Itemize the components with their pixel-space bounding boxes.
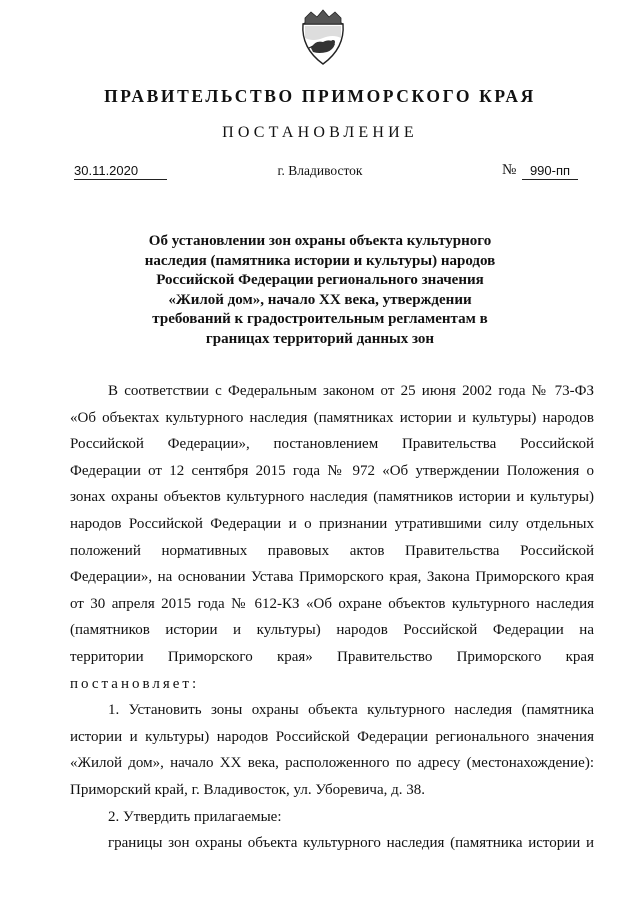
body-line: народов Российской Федерации и о признании утратившими силу отдельных	[70, 515, 594, 532]
number-sign: №	[502, 162, 517, 178]
body-line: (памятников истории и культуры) народов Российской Федерации на	[70, 622, 594, 639]
document-subject	[120, 232, 520, 350]
subject-line: Российской Федерации регионального значения	[156, 272, 484, 289]
document-city: г. Владивосток	[277, 163, 363, 178]
government-title: ПРАВИТЕЛЬСТВО ПРИМОРСКОГО КРАЯ	[104, 86, 536, 106]
body-line: истории и культуры) народов Российской Федерации регионального значения	[70, 728, 594, 745]
subject-line: границах территорий данных зон	[205, 330, 435, 347]
body-line: зонах охраны объектов культурного наследия (памятников истории и культуры)	[70, 489, 594, 506]
body-line: Федерации от 12 сентября 2015 года № 972 «Об утверждении Положения о	[70, 462, 594, 479]
document-body	[70, 378, 594, 857]
body-line-decree: постановляет:	[70, 675, 200, 692]
body-line: положений нормативных правовых актов Правительства Российской	[70, 542, 594, 559]
coat-of-arms-icon	[297, 8, 349, 68]
body-line: границы зон охраны объекта культурного наследия (памятника истории и	[108, 835, 594, 852]
body-line: Российской Федерации», постановлением Правительства Российской	[70, 436, 594, 453]
body-line: В соответствии с Федеральным законом от 25 июня 2002 года № 73-ФЗ	[108, 383, 594, 399]
document-date: 30.11.2020	[74, 163, 167, 180]
body-line: Приморский край, г. Владивосток, ул. Уборевича, д. 38.	[70, 781, 425, 798]
document-number: 990-пп	[522, 163, 578, 180]
subject-line: Об установлении зон охраны объекта культурного	[148, 233, 492, 249]
body-line: от 30 апреля 2015 года № 612-КЗ «Об охране объектов культурного наследия	[70, 595, 594, 612]
body-line: 1. Установить зоны охраны объекта культурного наследия (памятника	[108, 702, 594, 719]
body-line: «Об объектах культурного наследия (памятниках истории и культуры) народов	[70, 409, 594, 426]
body-line: 2. Утвердить прилагаемые:	[108, 808, 282, 825]
subject-line: требований к градостроительным регламентам в	[152, 311, 488, 328]
subject-line: наследия (памятника истории и культуры) народов	[144, 252, 496, 269]
body-line: «Жилой дом», начало XX века, расположенного по адресу (местонахождение):	[70, 755, 594, 772]
body-line: территории Приморского края» Правительство Приморского края	[70, 648, 594, 665]
document-type: ПОСТАНОВЛЕНИЕ	[222, 124, 418, 141]
body-line: Федерации», на основании Устава Приморского края, Закона Приморского края	[70, 569, 594, 586]
subject-line: «Жилой дом», начало XX века, утверждении	[168, 291, 472, 308]
